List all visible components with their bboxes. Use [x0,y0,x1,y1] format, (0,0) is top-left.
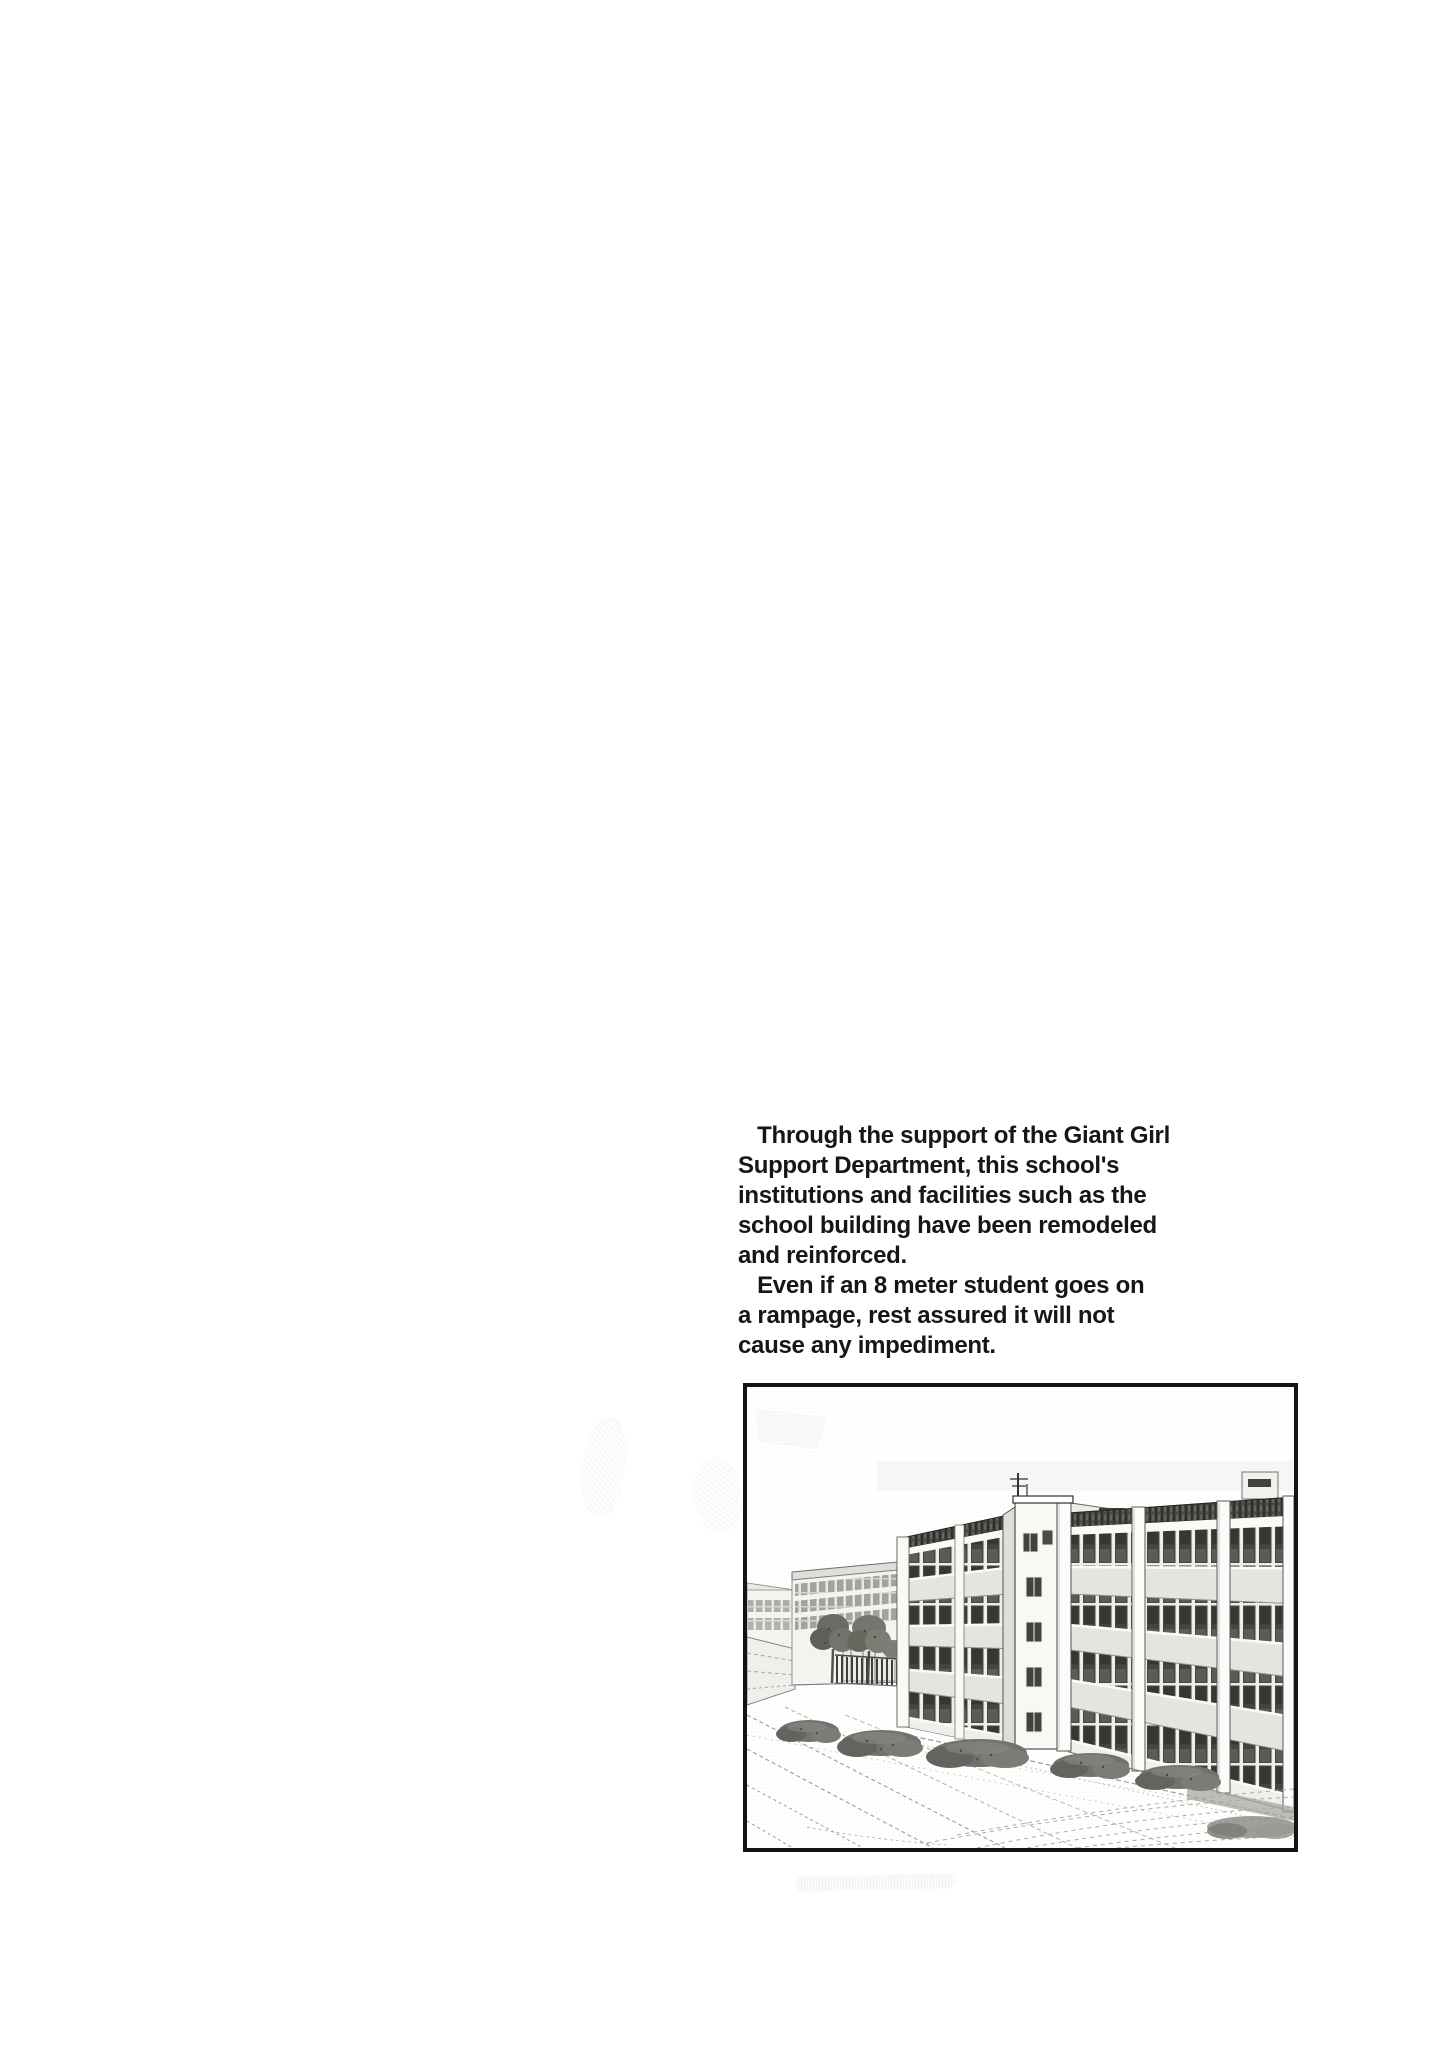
scan-smudge [689,1454,747,1535]
panel-frame [743,1383,1298,1852]
narration-line: Through the support of the Giant Girl [738,1122,1170,1149]
narration-line: Even if an 8 meter student goes on [738,1272,1145,1299]
narration-line: cause any impediment. [738,1332,996,1359]
main-building-left-wing [897,1514,1013,1749]
narration-line: Support Department, this school's [738,1152,1120,1179]
narration-line: school building have been remodeled [738,1212,1157,1239]
stairwell-tower [1003,1473,1073,1751]
narration-line: a rampage, rest assured it will not [738,1302,1115,1329]
narration-line: and reinforced. [738,1242,907,1269]
scan-smudge [578,1415,630,1519]
narration-block [738,1121,1313,1361]
school-illustration [747,1387,1294,1848]
narration-line: institutions and facilities such as the [738,1182,1147,1209]
faint-credit-smudge [795,1873,955,1891]
